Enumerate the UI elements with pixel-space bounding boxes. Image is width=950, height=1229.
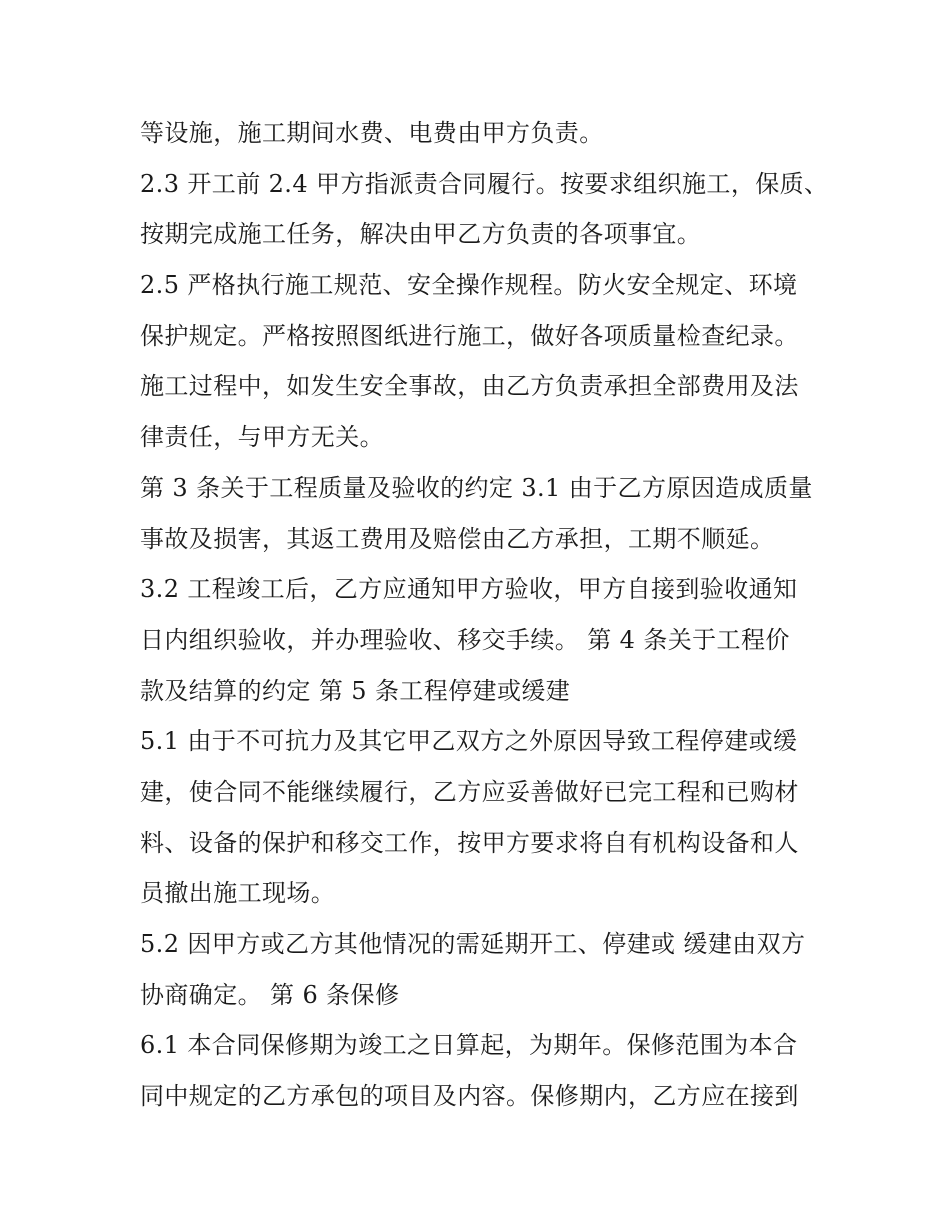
text-line: 6.1 本合同保修期为竣工之日算起，为期年。保修范围为本合 <box>140 1031 798 1060</box>
text-line: 事故及损害，其返工费用及赔偿由乙方承担，工期不顺延。 <box>140 524 775 553</box>
text-line: 第 3 条关于工程质量及验收的约定 3.1 由于乙方原因造成质量 <box>140 473 813 502</box>
text-line: 保护规定。严格按照图纸进行施工，做好各项质量检查纪录。 <box>140 321 799 350</box>
text-line: 日内组织验收，并办理验收、移交手续。 第 4 条关于工程价 <box>140 625 790 654</box>
text-line: 款及结算的约定 第 5 条工程停建或缓建 <box>140 676 571 705</box>
text-line: 等设施，施工期间水费、电费由甲方负责。 <box>140 119 604 147</box>
text-line: 按期完成施工任务，解决由甲乙方负责的各项事宜。 <box>140 220 702 249</box>
text-line: 施工过程中，如发生安全事故，由乙方负责承担全部费用及法 <box>140 372 799 401</box>
text-line: 料、设备的保护和移交工作，按甲方要求将自有机构设备和人 <box>140 828 799 857</box>
text-line: 2.5 严格执行施工规范、安全操作规程。防火安全规定、环境 <box>140 271 798 300</box>
text-line: 2.3 开工前 2.4 甲方指派责合同履行。按要求组织施工，保质、 <box>140 169 829 198</box>
text-line: 员撤出施工现场。 <box>140 879 336 908</box>
text-line: 5.1 由于不可抗力及其它甲乙双方之外原因导致工程停建或缓 <box>140 727 798 756</box>
text-line: 5.2 因甲方或乙方其他情况的需延期开工、停建或 缓建由双方 <box>140 930 806 958</box>
text-line: 同中规定的乙方承包的项目及内容。保修期内，乙方应在接到 <box>140 1082 799 1111</box>
text-line: 协商确定。 第 6 条保修 <box>140 980 400 1009</box>
text-line: 律责任，与甲方无关。 <box>140 423 384 452</box>
text-line: 3.2 工程竣工后，乙方应通知甲方验收，甲方自接到验收通知 <box>140 575 798 604</box>
text-line: 建，使合同不能继续履行，乙方应妥善做好已完工程和已购材 <box>140 777 799 806</box>
document-body <box>140 108 829 1122</box>
